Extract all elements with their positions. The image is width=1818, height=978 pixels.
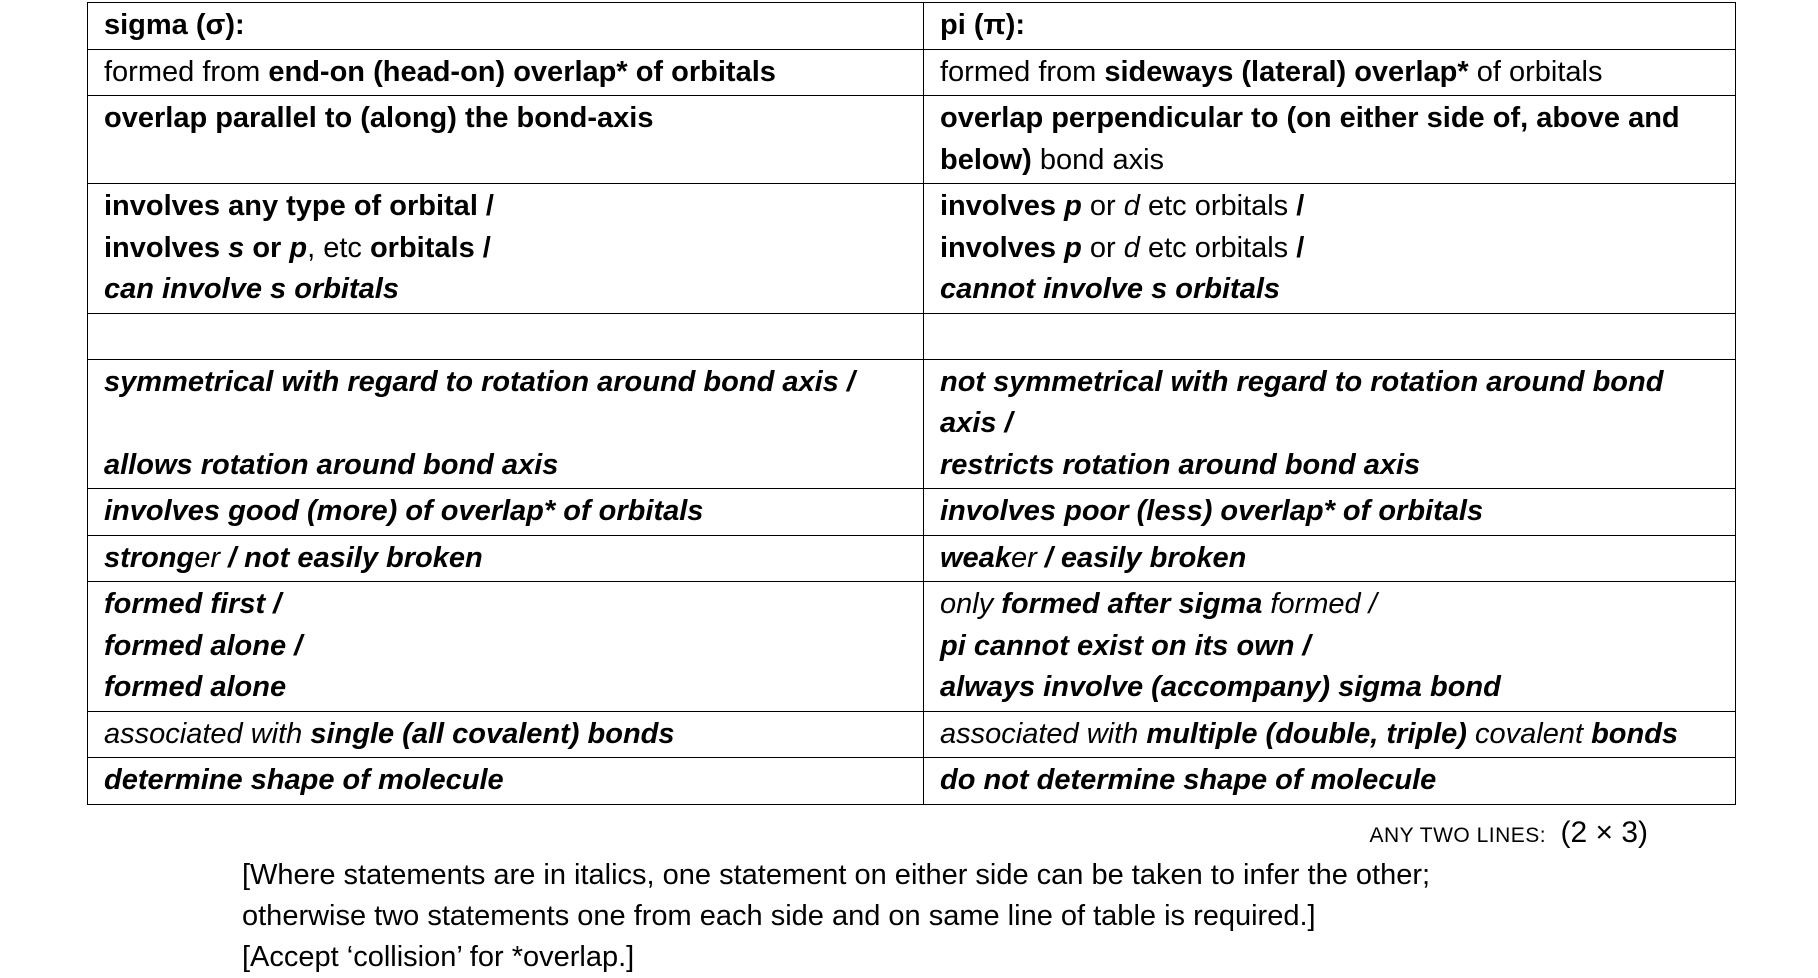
- sigma-cell: [88, 758, 924, 805]
- note-line-3: [Accept ‘collision’ for *overlap.]: [242, 941, 635, 973]
- cell-text: determine shape of molecule: [104, 764, 504, 796]
- header-sigma: sigma (σ):: [88, 3, 924, 50]
- sigma-cell-line: [104, 760, 907, 802]
- sigma-cell: [88, 711, 924, 758]
- cell-text: associated with: [104, 717, 311, 750]
- sigma-cell-line: [104, 538, 907, 580]
- pi-cell-line: [940, 445, 1719, 487]
- cell-text: involves good (more) of overlap* of orbitals: [104, 495, 704, 527]
- pi-cell-line: [940, 714, 1719, 756]
- sigma-cell-line: [104, 584, 907, 626]
- pi-cell-line: [940, 269, 1719, 311]
- cell-text: not symmetrical with regard to rotation around bond: [940, 365, 1664, 398]
- cell-text: bonds: [1591, 717, 1679, 750]
- table-row: [88, 582, 1736, 712]
- sigma-cell: [88, 582, 924, 712]
- cell-text: involves: [940, 231, 1065, 264]
- cell-text: multiple (double, triple): [1146, 717, 1467, 750]
- pi-cell: [924, 96, 1736, 184]
- pi-cell-line: [940, 228, 1719, 270]
- pi-cell-line: [940, 140, 1719, 182]
- cell-text: d: [1123, 231, 1140, 264]
- header-pi: pi (π):: [924, 3, 1736, 50]
- cell-text: sideways (lateral) overlap*: [1104, 55, 1469, 88]
- note-line-2: otherwise two statements one from each side and on same line of table is required.]: [242, 900, 1316, 932]
- cell-text: formed alone: [104, 671, 287, 703]
- cell-text: , etc: [307, 231, 370, 264]
- cell-text: p: [1064, 231, 1082, 264]
- sigma-cell-line: [104, 362, 907, 404]
- table-row: [88, 313, 1736, 359]
- pi-cell-line: [940, 626, 1719, 668]
- sigma-cell: [88, 535, 924, 582]
- cell-text: only: [940, 588, 1002, 620]
- pi-cell: [924, 758, 1736, 805]
- cell-text: single (all covalent) bonds: [310, 717, 675, 750]
- cell-text: of orbitals: [1468, 55, 1603, 88]
- table-row: [88, 711, 1736, 758]
- cell-text: formed first /: [104, 588, 282, 620]
- sigma-cell: [88, 313, 924, 359]
- table-body: [88, 3, 1736, 805]
- sigma-cell-line: [104, 714, 907, 756]
- cell-text: formed after sigma: [1001, 588, 1263, 620]
- cell-text: orbitals /: [369, 231, 491, 264]
- sigma-cell-line: [104, 491, 907, 533]
- sigma-cell: [88, 489, 924, 536]
- sigma-cell-line: [104, 445, 907, 487]
- cell-text: or: [1081, 190, 1124, 222]
- cell-text: d: [1123, 190, 1140, 222]
- cell-text: overlap parallel to (along) the bond-axis: [104, 102, 654, 134]
- cell-text: [104, 407, 112, 439]
- sigma-cell-line: [104, 186, 907, 228]
- cell-text: can involve s orbitals: [104, 273, 399, 305]
- cell-text: allows rotation around bond axis: [104, 448, 559, 481]
- pi-cell: [924, 359, 1736, 489]
- cell-text: er: [194, 541, 221, 574]
- cell-text: / easily broken: [1036, 541, 1247, 574]
- cell-text: /: [1296, 190, 1305, 222]
- pi-cell-line: [940, 584, 1719, 626]
- cell-text: associated with: [940, 717, 1147, 750]
- cell-text: symmetrical with regard to rotation around bond axis /: [104, 365, 855, 398]
- cell-text: weak: [940, 541, 1011, 574]
- sigma-cell-line: [104, 228, 907, 270]
- cell-text: p: [289, 231, 308, 264]
- marks-label: ANY TWO LINES:: [1369, 824, 1547, 847]
- marks-allocation: [1370, 815, 1649, 854]
- cell-text: or: [244, 231, 290, 264]
- cell-text: /: [1296, 231, 1305, 264]
- sigma-cell: [88, 359, 924, 489]
- cell-text: etc orbitals: [1139, 231, 1297, 264]
- pi-cell-line: [940, 186, 1719, 228]
- cell-text: pi cannot exist on its own /: [940, 629, 1311, 662]
- pi-cell-line: [940, 538, 1719, 580]
- pi-cell: [924, 184, 1736, 314]
- sigma-cell-line: [104, 626, 907, 668]
- table-row: [88, 49, 1736, 96]
- cell-text: formed /: [1262, 588, 1377, 620]
- table-row: [88, 359, 1736, 489]
- cell-text: etc orbitals: [1139, 190, 1297, 222]
- cell-text: / not easily broken: [220, 541, 483, 574]
- pi-cell-line: [940, 98, 1719, 140]
- cell-text: covalent: [1466, 717, 1592, 750]
- cell-text: end-on (head-on) overlap* of orbitals: [268, 55, 776, 88]
- cell-text: below): [940, 143, 1032, 176]
- table-row: [88, 96, 1736, 184]
- sigma-cell-line: [104, 52, 907, 94]
- cell-text: involves: [104, 231, 229, 264]
- cell-text: p: [1064, 190, 1082, 222]
- cell-text: er: [1010, 541, 1037, 574]
- pi-cell: [924, 582, 1736, 712]
- table-row: [88, 535, 1736, 582]
- pi-cell: [924, 711, 1736, 758]
- cell-text: or: [1081, 231, 1124, 264]
- sigma-cell: [88, 49, 924, 96]
- pi-cell-line: [940, 52, 1719, 94]
- sigma-cell-line: [104, 403, 907, 445]
- marks-value: (2 × 3): [1560, 816, 1648, 849]
- cell-text: bond axis: [1031, 143, 1165, 176]
- cell-text: involves any type of orbital /: [104, 190, 494, 222]
- marking-notes: [242, 855, 1642, 978]
- table-row: [88, 758, 1736, 805]
- pi-cell-line: [940, 491, 1719, 533]
- cell-text: do not determine shape of molecule: [940, 764, 1437, 796]
- pi-cell: [924, 49, 1736, 96]
- cell-text: overlap perpendicular to (on either side of, above and: [940, 102, 1680, 134]
- pi-cell: [924, 535, 1736, 582]
- table-row: [88, 184, 1736, 314]
- sigma-cell-line: [104, 269, 907, 311]
- cell-text: formed from: [940, 55, 1105, 88]
- cell-text: always involve (accompany) sigma bond: [940, 671, 1501, 703]
- sigma-cell-line: [104, 98, 907, 140]
- sigma-cell: [88, 184, 924, 314]
- header-row: [88, 3, 1736, 50]
- pi-cell: [924, 313, 1736, 359]
- sigma-pi-comparison-table: [87, 2, 1736, 805]
- cell-text: involves: [940, 190, 1065, 222]
- pi-cell-line: [940, 667, 1719, 709]
- sigma-cell-line: [104, 667, 907, 709]
- note-line-1: [Where statements are in italics, one statement on either side can be taken to infer the other;: [242, 859, 1431, 891]
- pi-cell: [924, 489, 1736, 536]
- pi-cell-line: [940, 760, 1719, 802]
- cell-text: formed alone /: [104, 629, 303, 662]
- pi-cell-line: [940, 403, 1719, 445]
- pi-cell-line: [940, 362, 1719, 404]
- sigma-cell: [88, 96, 924, 184]
- cell-text: strong: [104, 541, 195, 574]
- table-row: [88, 489, 1736, 536]
- cell-text: restricts rotation around bond axis: [940, 448, 1421, 481]
- cell-text: axis /: [940, 407, 1013, 439]
- cell-text: s: [228, 231, 245, 264]
- cell-text: formed from: [104, 55, 269, 88]
- cell-text: cannot involve s orbitals: [940, 273, 1281, 305]
- cell-text: involves poor (less) overlap* of orbitals: [940, 495, 1484, 527]
